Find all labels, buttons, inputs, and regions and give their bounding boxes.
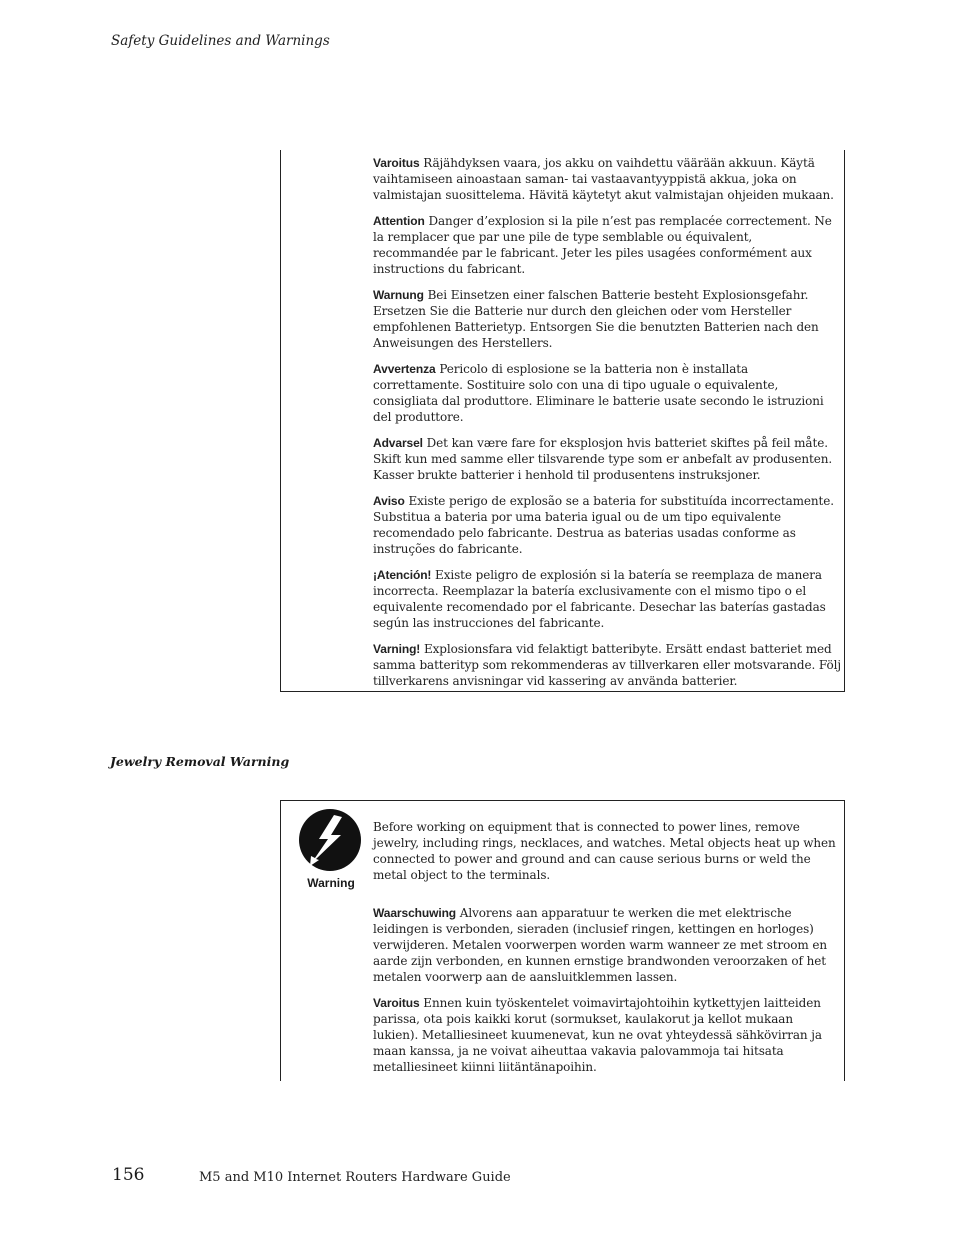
translation-text: Danger d’explosion si la pile n’est pas remplacée correctement. Ne la remplacer que par une pile de type semblable ou équivalent, recommandée par le fabricant. Jeter les piles usagées conformément aux instructions du fabricant. <box>373 214 832 276</box>
footer-book-title: M5 and M10 Internet Routers Hardware Guide <box>199 1170 511 1185</box>
language-label: Varning! <box>373 642 421 656</box>
language-label: Attention <box>373 214 425 228</box>
translation-text: Bei Einsetzen einer falschen Batterie besteht Explosionsgefahr. Ersetzen Sie die Batterie nur durch den gleichen oder vom Hersteller empfohlenen Batterietyp. Entsorgen Sie die benutzten Batterien nach den Anweisungen des Herstellers. <box>373 288 819 350</box>
translation-entry <box>373 361 841 425</box>
translation-entry <box>373 213 841 277</box>
warning-intro-text: Before working on equipment that is connected to power lines, remove jewelry, including rings, necklaces, and watches. Metal objects heat up when connected to power and ground and can cause serious burns or weld the metal object to the terminals. <box>373 820 836 882</box>
language-label: Advarsel <box>373 436 423 450</box>
translation-entry <box>373 493 841 557</box>
language-label: Varoitus <box>373 996 420 1010</box>
language-label: Avvertenza <box>373 362 436 376</box>
translation-entry <box>373 287 841 351</box>
page-number: 156 <box>112 1165 145 1185</box>
translation-entry <box>373 155 841 203</box>
translation-text: Alvorens aan apparatuur te werken die met elektrische leidingen is verbonden, sieraden (inclusief ringen, kettingen en horloges) verwijderen. Metalen voorwerpen worden warm wanneer ze met stroom en aarde zijn verbonden, en kunnen ernstige brandwonden veroorzaken of het metalen voorwerp aan de aansluitklemmen lassen. <box>373 906 827 984</box>
section-heading: Jewelry Removal Warning <box>110 754 290 769</box>
language-label: ¡Atención! <box>373 568 432 582</box>
translation-text: Existe peligro de explosión si la batería se reemplaza de manera incorrecta. Reemplazar la batería exclusivamente con el mismo tipo o el equivalente recomendado por el fabricante. Desechar las baterías gastadas según las instrucciones del fabricante. <box>373 568 826 630</box>
translation-entry <box>373 641 841 689</box>
translation-text: Explosionsfara vid felaktigt batteribyte. Ersätt endast batteriet med samma batterityp som rekommenderas av tillverkaren eller motsvarande. Följ tillverkarens anvisningar vid kassering av använda batterier. <box>373 642 841 688</box>
translation-text: Ennen kuin työskentelet voimavirtajohtoihin kytkettyjen laitteiden parissa, ota pois kaikki korut (sormukset, kaulakorut ja kellot mukaan lukien). Metalliesineet kuumenevat, kun ne ovat yhteydessä sähkövirran ja maan kanssa, ja ne voivat aiheuttaa vakavia palovammoja tai hitsata metalliesineet kiinni liitäntänapoihin. <box>373 996 822 1074</box>
translation-text: Pericolo di esplosione se la batteria non è installata correttamente. Sostituire solo con una di tipo uguale o equivalente, consigliata dal produttore. Eliminare le batterie usate secondo le istruzioni del produttore. <box>373 362 824 424</box>
translation-entry <box>373 905 841 985</box>
electrical-hazard-icon <box>298 808 362 872</box>
language-label: Warnung <box>373 288 424 302</box>
warning-label: Warning <box>307 876 355 890</box>
language-label: Waarschuwing <box>373 906 457 920</box>
running-header: Safety Guidelines and Warnings <box>111 33 330 49</box>
translation-text: Räjähdyksen vaara, jos akku on vaihdettu väärään akkuun. Käytä vaihtamiseen ainoastaan saman- tai vastaavantyyppistä akkua, joka on valmistajan suosittelema. Hävitä käytetyt akut valmistajan ohjeiden mukaan. <box>373 156 834 202</box>
translation-text: Det kan være fare for eksplosjon hvis batteriet skiftes på feil måte. Skift kun med samme eller tilsvarende type som er anbefalt av produsenten. Kasser brukte batterier i henhold til produsentens instruksjoner. <box>373 436 833 482</box>
battery-translations-list <box>373 155 841 699</box>
jewelry-translations-list <box>373 819 841 1085</box>
language-label: Aviso <box>373 494 405 508</box>
translation-entry <box>373 435 841 483</box>
translation-text: Existe perigo de explosão se a bateria for substituída incorrectamente. Substitua a bateria por uma bateria igual ou de um tipo equivalente recomendado pelo fabricante. Destrua as baterias usadas conforme as instruções do fabricante. <box>373 494 834 556</box>
translation-entry <box>373 567 841 631</box>
language-label: Varoitus <box>373 156 420 170</box>
translation-entry <box>373 995 841 1075</box>
